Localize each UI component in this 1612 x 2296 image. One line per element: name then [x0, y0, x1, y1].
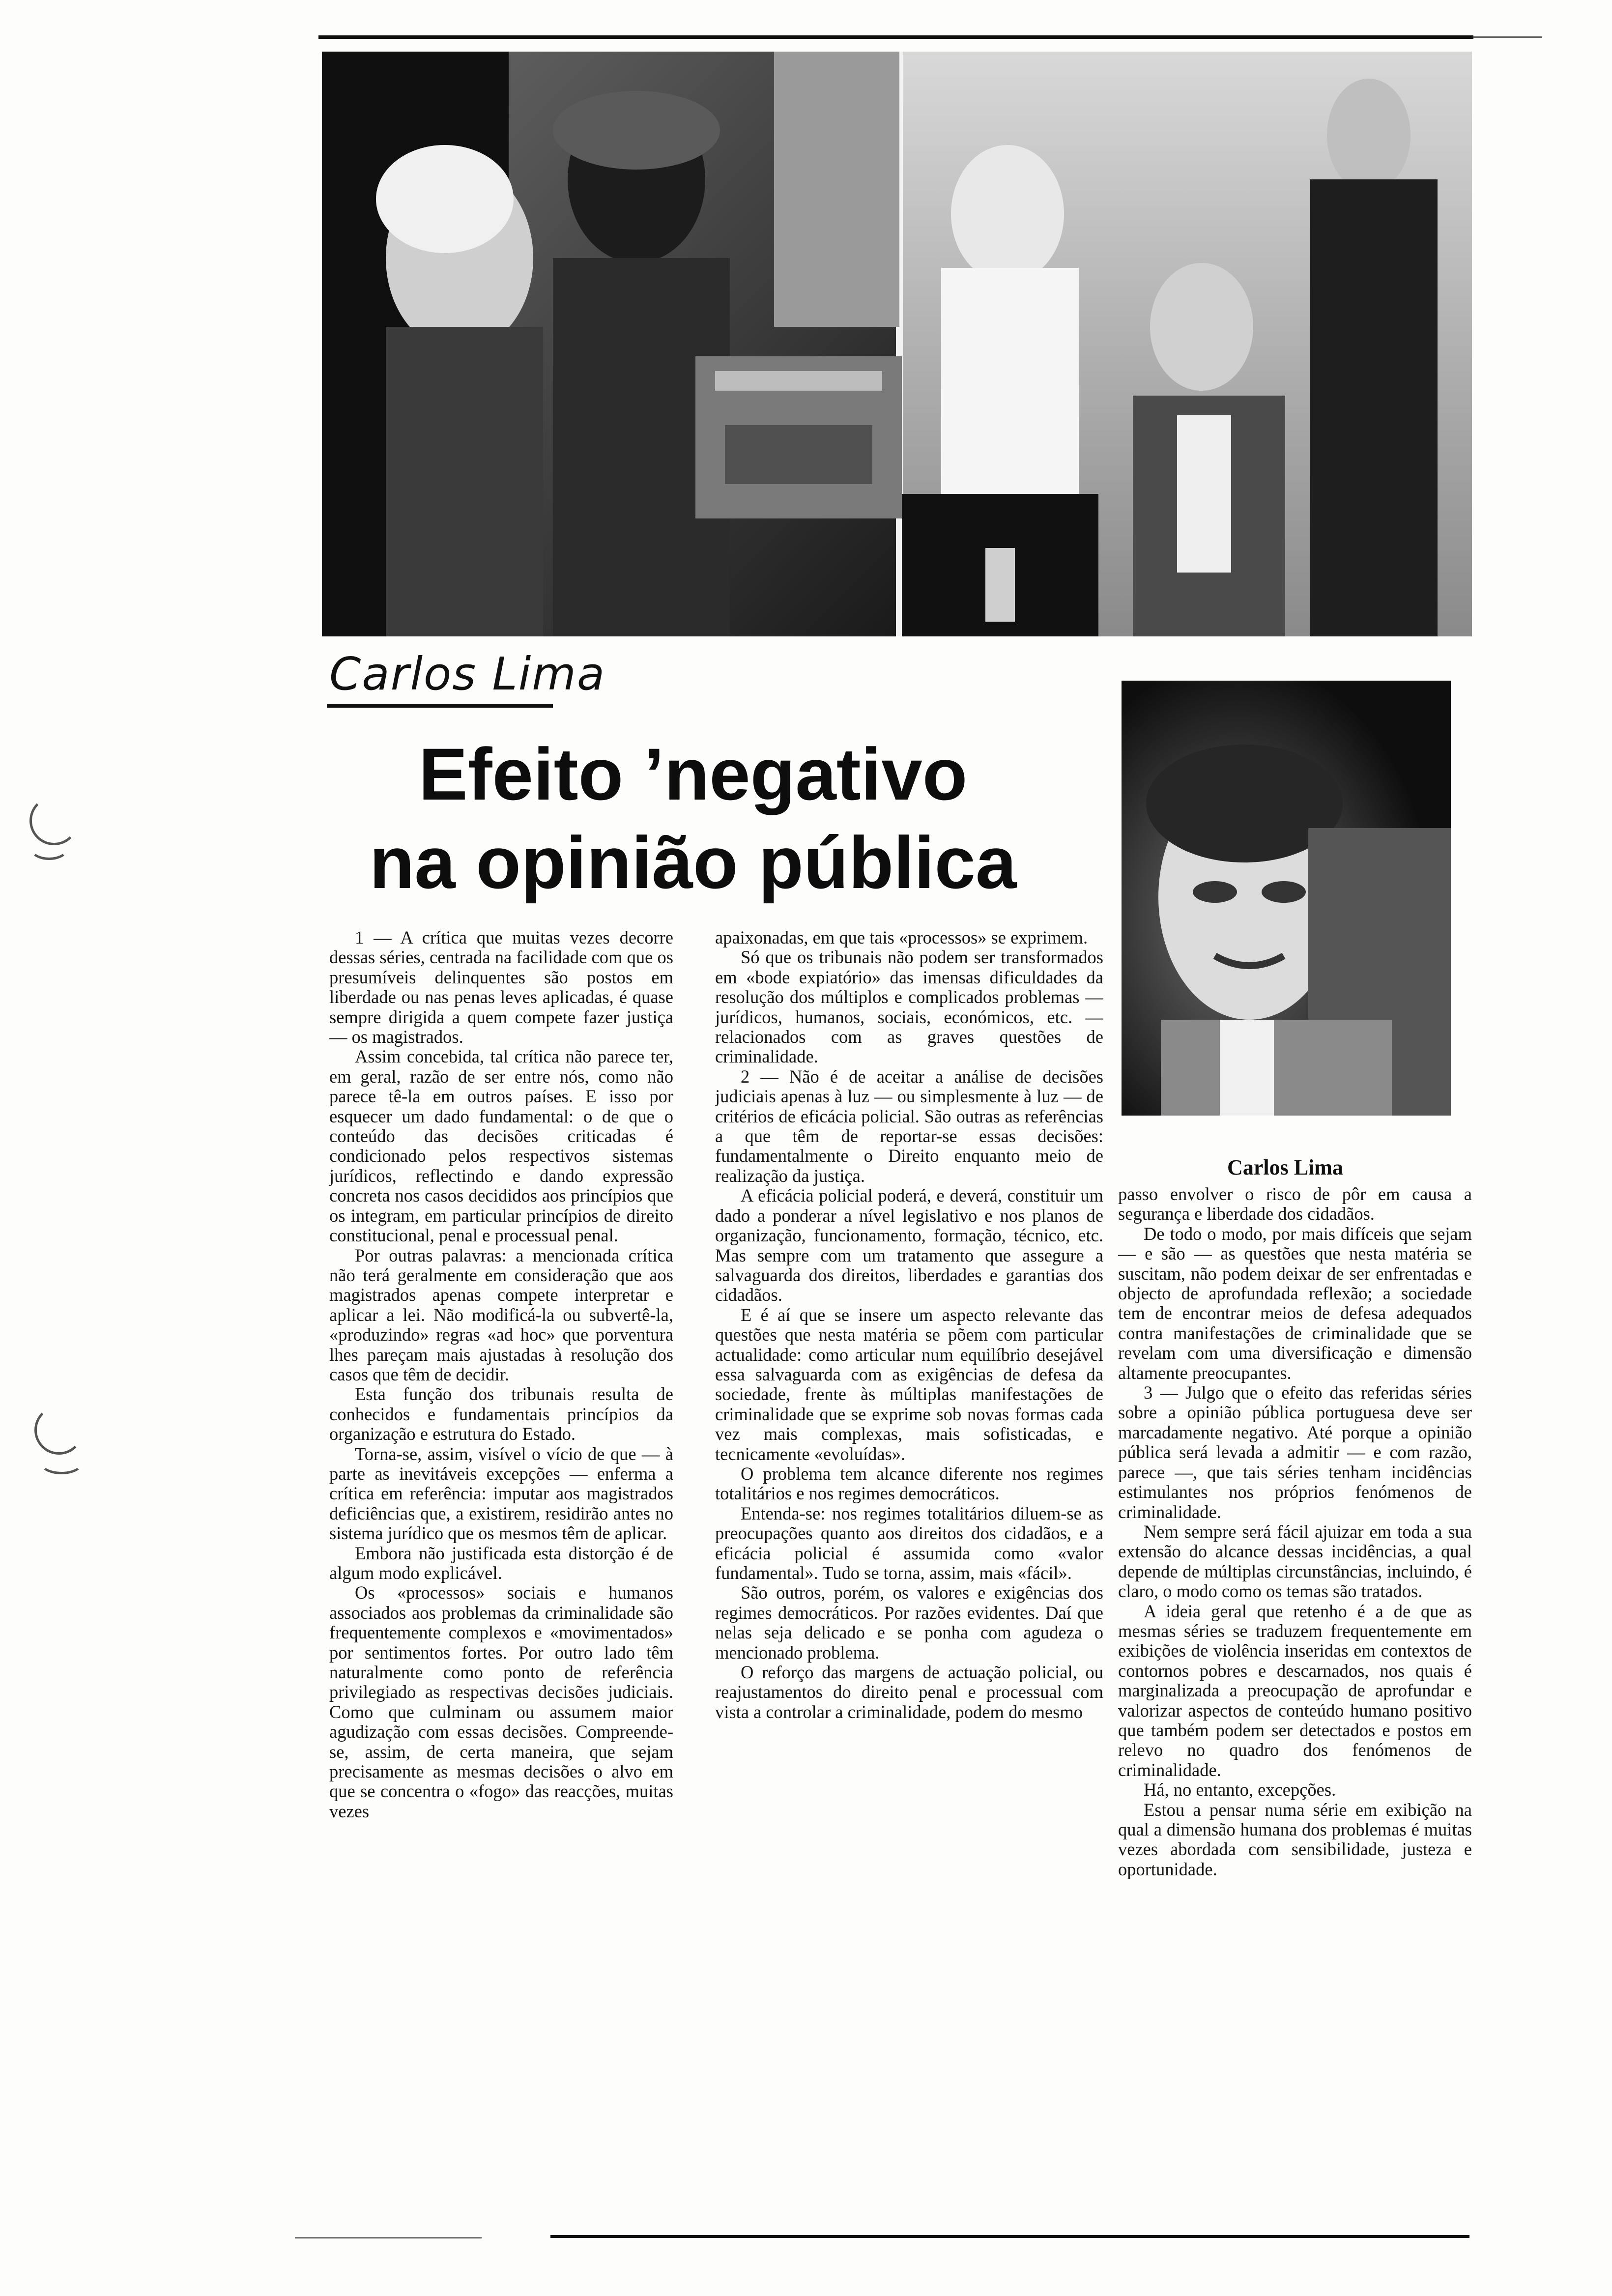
bottom-rule-left: [295, 2237, 482, 2239]
article-paragraph: apaixonadas, em que tais «processos» se exprimem.: [715, 928, 1088, 947]
article-paragraph: Os «processos» sociais e humanos associados aos problemas da criminalidade são frequentemente complexos e «movimentados» por sentimentos fortes. Por outro lado têm naturalmente como ponto de referência privilegiado as respectivas decisões judiciais. Como que culminam ou assumem maior agudização com essas decisões. Compreende-se, assim, de certa maneira, que sejam precisamente as mesmas decisões o alvo em que se concentra o «fogo» das reacções, muitas vezes: [329, 1582, 673, 1821]
article-column-2: [715, 928, 1103, 2220]
headline-line-1: Efeito ’negativo: [418, 733, 968, 815]
byline-underline: [327, 704, 553, 708]
top-rule-thin: [1473, 36, 1542, 38]
headline-line-2: na opinião pública: [369, 821, 1017, 904]
header-photograph-art: [322, 52, 1472, 636]
article-paragraph: A eficácia policial poderá, e deverá, constituir um dado a ponderar a nível legislativo e nos planos de organização, funcionamento, formação, técnico, etc. Mas sempre com um tratamento que assegure a salvaguarda dos direitos, liberdades e garantias dos cidadãos.: [715, 1185, 1103, 1305]
bottom-rule: [550, 2235, 1469, 2238]
author-portrait-art: [1122, 681, 1451, 1116]
article-paragraph: 3 — Julgo que o efeito das referidas séries sobre a opinião pública portuguesa deve ser marcadamente negativo. Até porque a opinião pública será levada a admitir — e com razão, parece —, que tais séries tenham incidências estimulantes nos próprios fenómenos de criminalidade.: [1118, 1382, 1472, 1522]
article-paragraph: O problema tem alcance diferente nos regimes totalitários e nos regimes democráticos.: [715, 1463, 1103, 1504]
article-column-3: [1118, 1184, 1472, 2221]
article-paragraph: passo envolver o risco de pôr em causa a segurança e liberdade dos cidadãos.: [1118, 1184, 1472, 1224]
author-byline: Carlos Lima: [329, 648, 606, 700]
article-paragraph: A ideia geral que retenho é a de que as mesmas séries se traduzem frequentemente em exibições de violência inseridas em contextos de contornos pobres e descarnados, nos quais é marginalizada a preocupação de aprofundar e valorizar aspectos de conteúdo humano positivo que também podem ser detectados e postos em relevo no quadro dos fenómenos de criminalidade.: [1118, 1601, 1472, 1780]
article-paragraph: 1 — A crítica que muitas vezes decorre dessas séries, centrada na facilidade com que os presumíveis delinquentes são postos em liberdade ou nas penas leves aplicadas, é quase sempre dirigida a quem compete fazer justiça — os magistrados.: [329, 928, 673, 1047]
top-rule: [318, 35, 1473, 39]
header-photograph: [322, 52, 1472, 636]
binder-hole-mark: [29, 835, 69, 860]
article-paragraph: Esta função dos tribunais resulta de conhecidos e fundamentais princípios da organização e estrutura do Estado.: [329, 1384, 673, 1444]
article-paragraph: De todo o modo, por mais difíceis que sejam — e são — as questões que nesta matéria se suscitam, não podem deixar de ser enfrentadas e objecto de aprofundada reflexão; a sociedade tem de encontrar meios de defesa adequados contra manifestações de criminalidade que se revelam com uma diversificação e dimensão altamente preocupantes.: [1118, 1223, 1472, 1383]
article-paragraph: São outros, porém, os valores e exigências dos regimes democráticos. Por razões evidentes. Daí que nelas seja delicado e se ponha com agudeza o mencionado problema.: [715, 1582, 1103, 1663]
article-paragraph: Por outras palavras: a mencionada crítica não terá geralmente em consideração que aos magistrados apenas compete interpretar e aplicar a lei. Não modificá-la ou subvertê-la, «produzindo» regras «ad hoc» que porventura lhes pareçam mais ajustadas à resolução dos casos que têm de decidir.: [329, 1245, 673, 1384]
article-paragraph: E é aí que se insere um aspecto relevante das questões que nesta matéria se põem com particular actualidade: como articular num equilíbrio desejável essa salvaguarda com as exigências de defesa da sociedade, frente às múltiplas manifestações de criminalidade que se exprime sob novas formas cada vez mais complexas, mais sofisticadas, e tecnicamente «evoluídas».: [715, 1304, 1103, 1464]
article-paragraph: Há, no entanto, excepções.: [1144, 1779, 1336, 1800]
article-paragraph: O reforço das margens de actuação policial, ou reajustamentos do direito penal e processual com vista a controlar a criminalidade, podem do mesmo: [715, 1662, 1103, 1722]
article-paragraph: 2 — Não é de aceitar a análise de decisões judiciais apenas à luz — ou simplesmente à luz — de critérios de eficácia policial. São outras as referências a que têm de reportar-se essas decisões: fundamentalmente o Direito enquanto meio de realização da justiça.: [715, 1066, 1103, 1186]
article-paragraph: Entenda-se: nos regimes totalitários diluem-se as preocupações quanto aos direitos dos cidadãos, e a eficácia policial é assumida como «valor fundamental». Tudo se torna, assim, mais «fácil».: [715, 1503, 1103, 1583]
article-paragraph: Estou a pensar numa série em exibição na qual a dimensão humana dos problemas é muitas vezes abordada com sensibilidade, justeza e oportunidade.: [1118, 1799, 1472, 1879]
article-column-1: [329, 928, 673, 2215]
article-paragraph: Embora não justificada esta distorção é de algum modo explicável.: [329, 1543, 673, 1583]
portrait-caption: Carlos Lima: [1227, 1155, 1343, 1179]
author-portrait: [1122, 681, 1451, 1116]
article-paragraph: Só que os tribunais não podem ser transformados em «bode expiatório» das imensas dificuldades da resolução dos múltiplos e complicados problemas — jurídicos, humanos, sociais, económicos, etc. — relacionados com as graves questões de criminalidade.: [715, 947, 1103, 1067]
article-paragraph: Assim concebida, tal crítica não parece ter, em geral, razão de ser entre nós, como não parece tê-la em outros países. E isso por esquecer um dado fundamental: o de que o conteúdo das decisões criticadas é condicionado pelos respectivos sistemas jurídicos, reflectindo e dando expressão concreta nos casos decididos aos princípios que os integram, em particular princípios de direito constitucional, penal e processual penal.: [329, 1046, 673, 1246]
article-paragraph: Nem sempre será fácil ajuizar em toda a sua extensão do alcance dessas incidências, a qual depende de múltiplas circunstâncias, incluindo, é claro, o modo como os temas são tratados.: [1118, 1521, 1472, 1602]
binder-hole-mark: [39, 1450, 84, 1474]
binder-hole-mark: [34, 1406, 84, 1455]
article-paragraph: Torna-se, assim, visível o vício de que — à parte as inevitáveis excepções — enferma a crítica em referência: imputar aos magistrados deficiências que, a existirem, residirão antes no sistema jurídico que os mesmos têm de aplicar.: [329, 1443, 673, 1544]
